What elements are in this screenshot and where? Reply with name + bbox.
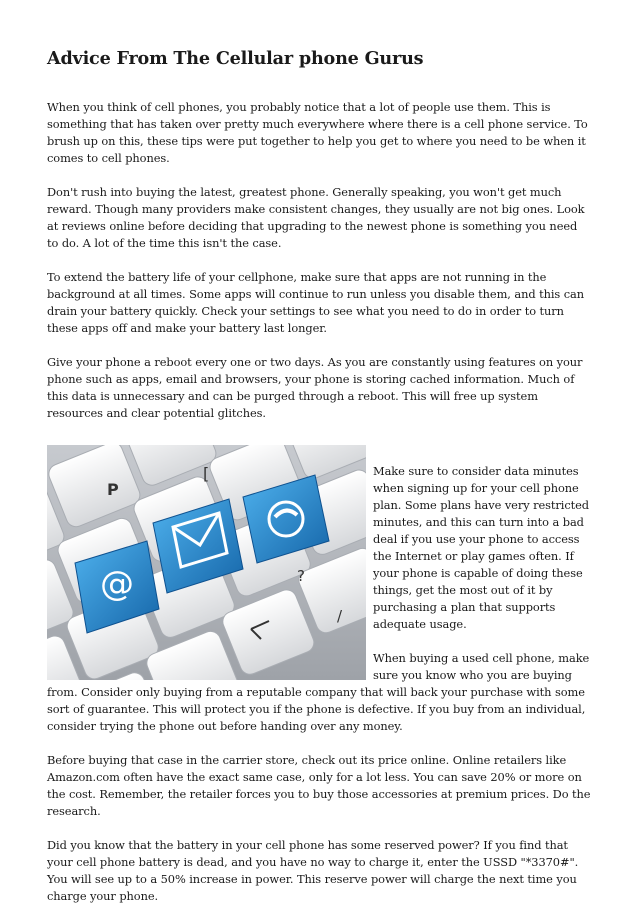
- key-label-question: ?: [297, 567, 305, 585]
- key-label-p: P: [107, 480, 119, 499]
- paragraph-1: When you think of cell phones, you probably notice that a lot of people use them. This is something that has taken over pretty much everywhere where there is a cell phone service. To brush up on this, these tips were put together to help you get to where you need to be when it comes to cell phones.: [47, 100, 588, 165]
- page-title: Advice From The Cellular phone Gurus: [47, 48, 424, 69]
- svg-text:@: @: [100, 564, 134, 604]
- paragraph-8: Did you know that the battery in your cell phone has some reserved power? If you find that your cell phone battery is dead, and you have no way to charge it, enter the USSD "*3370#". You will see up to a 50% increase in power. This reserve power will charge the next time you charge your phone.: [47, 838, 579, 903]
- figure-wrap-section: [47, 439, 592, 735]
- paragraph-5: Make sure to consider data minutes when signing up for your cell phone plan. Some plans have very restricted minutes, and this can turn into a bad deal if you use your phone to access the Internet or play games often. If your phone is capable of doing these things, get the most out of it by purchasing a plan that supports adequate usage.: [373, 464, 589, 631]
- article-body: [47, 99, 592, 922]
- key-label-bracket: [: [203, 464, 210, 483]
- key-label-slash: /: [337, 607, 343, 625]
- paragraph-7: Before buying that case in the carrier store, check out its price online. Online retailers like Amazon.com often have the exact same case, only for a lot less. You can save 20% or more on the cost. Remember, the retailer forces you to buy those accessories at premium prices. Do the research.: [47, 753, 591, 818]
- keyboard-image: [47, 445, 366, 680]
- paragraph-3: To extend the battery life of your cellphone, make sure that apps are not running in the background at all times. Some apps will continue to run unless you disable them, and this can drain your battery quickly. Check your settings to see what you need to do in order to turn these apps off and make your battery last longer.: [47, 270, 584, 335]
- paragraph-2: Don't rush into buying the latest, greatest phone. Generally speaking, you won't get much reward. Though many providers make consistent changes, they usually are not big ones. Look at reviews online before deciding that upgrading to the newest phone is something you need to do. A lot of the time this isn't the case.: [47, 185, 585, 250]
- paragraph-4: Give your phone a reboot every one or two days. As you are constantly using features on your phone such as apps, email and browsers, your phone is storing cached information. Much of this data is unnecessary and can be purged through a reboot. This will free up system resources and clear potential glitches.: [47, 355, 583, 420]
- paragraph-6: When buying a used cell phone, make sure you know who you are buying from. Consider only buying from a reputable company that will back your purchase with some sort of guarantee. This will protect you if the phone is defective. If you buy from an individual, consider trying the phone out before handing over any money.: [47, 651, 590, 733]
- keyboard-illustration: [47, 445, 366, 680]
